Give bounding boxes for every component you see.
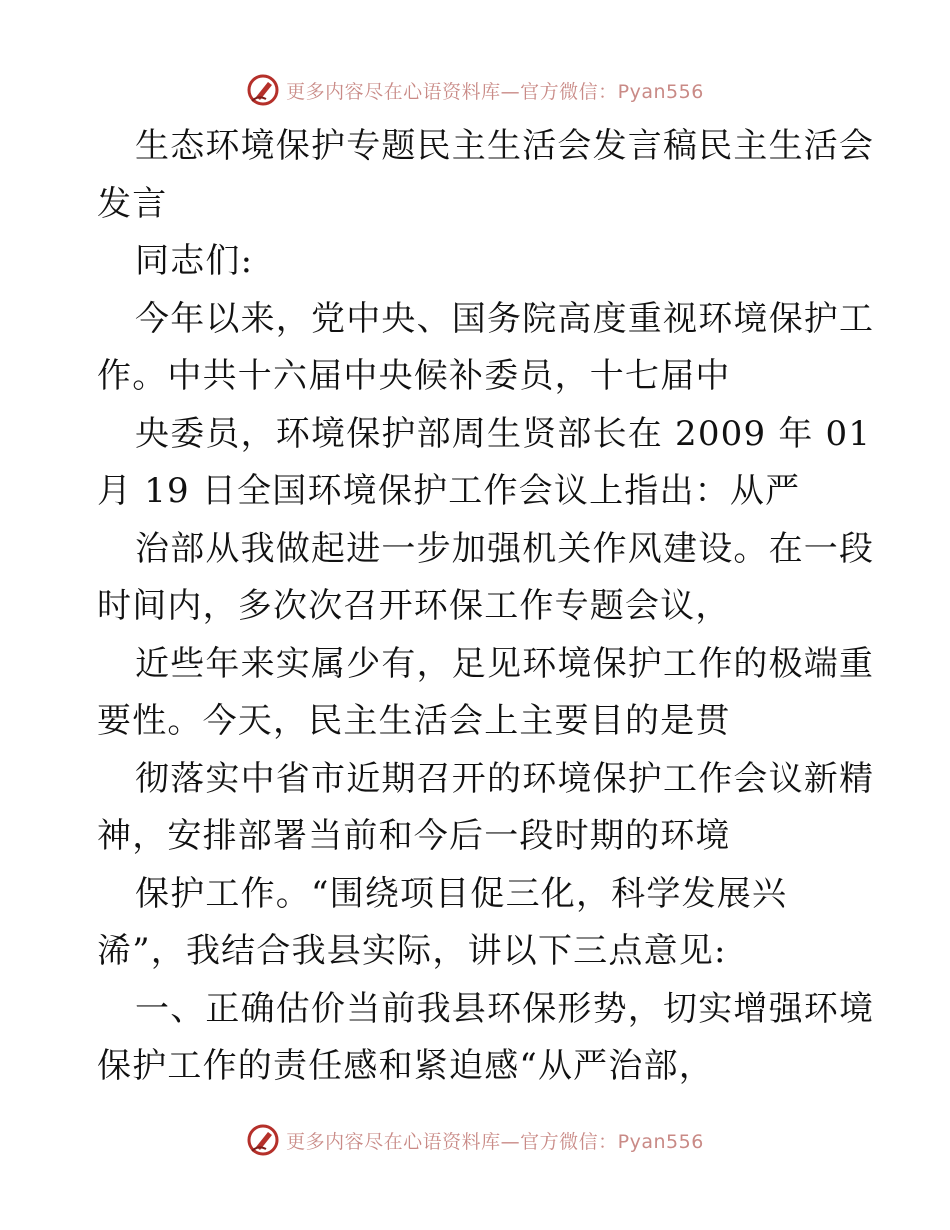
footer-banner: [0, 1120, 950, 1160]
document-line: 生态环境保护专题民主生活会发言稿民主生活会: [135, 126, 875, 166]
document-line: 时间内，多次次召开环保工作专题会议，: [97, 586, 731, 626]
header-banner-text: 更多内容尽在心语资料库—官方微信：Pyan556: [286, 80, 704, 103]
document-line: 近些年来实属少有，足见环境保护工作的极端重: [135, 643, 875, 684]
document-body: [97, 118, 875, 1096]
document-line: 央委员，环境保护部周生贤部长在 2009 年 01: [135, 413, 872, 454]
document-line: 治部从我做起进一步加强机关作风建设。在一段: [135, 528, 875, 569]
document-line: 今年以来，党中央、国务院高度重视环境保护工: [135, 298, 875, 339]
document-line: 发言: [97, 183, 168, 224]
document-line: 作。中共十六届中央候补委员，十七届中: [97, 356, 731, 396]
footer-banner-text: 更多内容尽在心语资料库—官方微信：Pyan556: [286, 1130, 704, 1153]
document-line: 保护工作。“围绕项目促三化，科学发展兴: [135, 873, 788, 914]
pen-circle-icon: [246, 1123, 280, 1157]
document-line: 彻落实中省市近期召开的环境保护工作会议新精: [135, 758, 875, 799]
document-line: 要性。今天，民主生活会上主要目的是贯: [97, 701, 731, 741]
document-line: 保护工作的责任感和紧迫感“从严治部，: [97, 1046, 714, 1086]
document-line: 月 19 日全国环境保护工作会议上指出：从严: [97, 471, 801, 511]
pen-circle-icon: [246, 73, 280, 107]
document-line: 浠”，我结合我县实际，讲以下三点意见:: [97, 931, 727, 971]
header-banner: [0, 70, 950, 110]
document-line: 一、正确估价当前我县环保形势，切实增强环境: [135, 988, 875, 1029]
document-line: 神，安排部署当前和今后一段时期的环境: [97, 816, 731, 856]
document-line: 同志们:: [135, 241, 254, 281]
